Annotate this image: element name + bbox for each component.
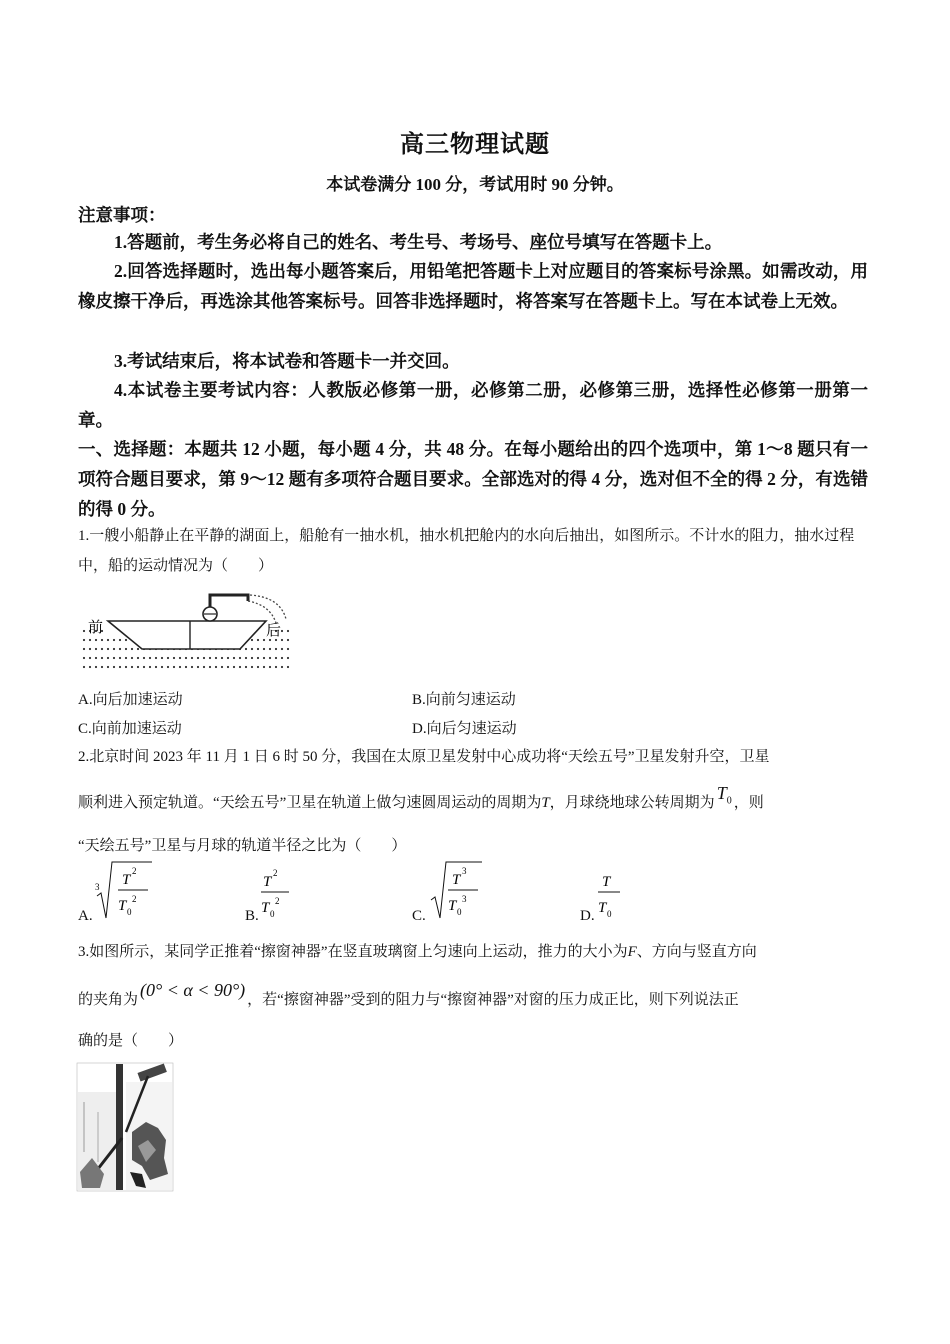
svg-text:3: 3	[95, 882, 100, 892]
svg-text:T: T	[598, 900, 607, 916]
notice-item-4: 4.本试卷主要考试内容：人教版必修第一册，必修第二册，必修第三册，选择性必修第一册第一章。	[78, 380, 868, 430]
q1-option-a: A.向后加速运动	[78, 692, 183, 708]
svg-text:T: T	[452, 872, 461, 888]
q1-option-c: C.向前加速运动	[78, 721, 182, 737]
section-1-instructions: 一、选择题：本题共 12 小题，每小题 4 分，共 48 分。在每小题给出的四个选项中，第 1～8 题只有一项符合题目要求，第 9～12 题有多项符合题目要求。全部选对的得 4 分，选对但不全的得 2 分，有选错的得 0 分。	[78, 439, 868, 519]
front-label: 前	[88, 620, 104, 636]
question-3-stem-line3: 确的是（ ）	[78, 1033, 184, 1049]
notice-item-2: 2.回答选择题时，选出每小题答案后，用铅笔把答题卡上对应题目的答案标号涂黑。如需改动，用橡皮擦干净后，再选涂其他答案标号。回答非选择题时，将答案写在答题卡上。写在本试卷上无效。	[78, 261, 868, 311]
svg-text:T: T	[448, 898, 457, 914]
notice-item-3: 3.考试结束后，将本试卷和答题卡一并交回。	[114, 351, 460, 371]
boat-pump-figure	[80, 583, 300, 673]
window-frame	[116, 1064, 123, 1190]
svg-text:2: 2	[275, 896, 280, 906]
svg-text:2: 2	[273, 868, 278, 878]
q1-option-b: B.向前匀速运动	[412, 692, 516, 708]
boat-hull	[108, 621, 266, 649]
svg-text:3: 3	[462, 894, 467, 904]
svg-text:0: 0	[607, 909, 612, 919]
svg-text:T: T	[263, 874, 272, 890]
svg-text:0: 0	[457, 907, 462, 917]
svg-text:T: T	[602, 874, 611, 890]
svg-text:T: T	[122, 872, 131, 888]
q1-option-d: D.向后匀速运动	[412, 721, 517, 737]
back-label: 后	[266, 623, 282, 639]
svg-text:2: 2	[132, 866, 137, 876]
svg-text:3: 3	[462, 866, 467, 876]
svg-text:T: T	[118, 898, 127, 914]
notice-heading: 注意事项：	[78, 205, 166, 225]
question-2-stem-line1: 2.北京时间 2023 年 11 月 1 日 6 时 50 分，我国在太原卫星发射中心成功将“天绘五号”卫星发射升空，卫星	[78, 749, 770, 765]
question-3-stem-line2: 的夹角为 (0° < α < 90°) ，若“擦窗神器”受到的阻力与“擦窗神器”对窗的压力成正比，则下列说法正	[78, 980, 739, 1008]
notice-item-1: 1.答题前，考生务必将自己的姓名、考生号、考场号、座位号填写在答题卡上。	[114, 232, 723, 252]
svg-text:0: 0	[270, 909, 275, 919]
svg-text:0: 0	[127, 907, 132, 917]
svg-text:2: 2	[132, 894, 137, 904]
question-1-stem: 1.一艘小船静止在平静的湖面上，船舱有一抽水机，抽水机把舱内的水向后抽出，如图所示。不计水的阻力，抽水过程中，船的运动情况为（ ）	[78, 528, 855, 574]
question-3-stem-line1: 3.如图所示，某同学正推着“擦窗神器”在竖直玻璃窗上匀速向上运动，推力的大小为F、方向与竖直方向	[78, 944, 757, 960]
exam-subtitle: 本试卷满分 100 分，考试用时 90 分钟。	[326, 175, 624, 194]
question-2-stem-line2: 顺利进入预定轨道。“天绘五号”卫星在轨道上做匀速圆周运动的周期为T，月球绕地球公转周期为 $T_0$ ，则	[78, 783, 764, 811]
window-cleaner-figure	[76, 1062, 174, 1192]
question-2-stem-line3: “天绘五号”卫星与月球的轨道半径之比为（ ）	[78, 838, 407, 854]
svg-text:T: T	[261, 900, 270, 916]
exam-title: 高三物理试题	[400, 132, 550, 158]
